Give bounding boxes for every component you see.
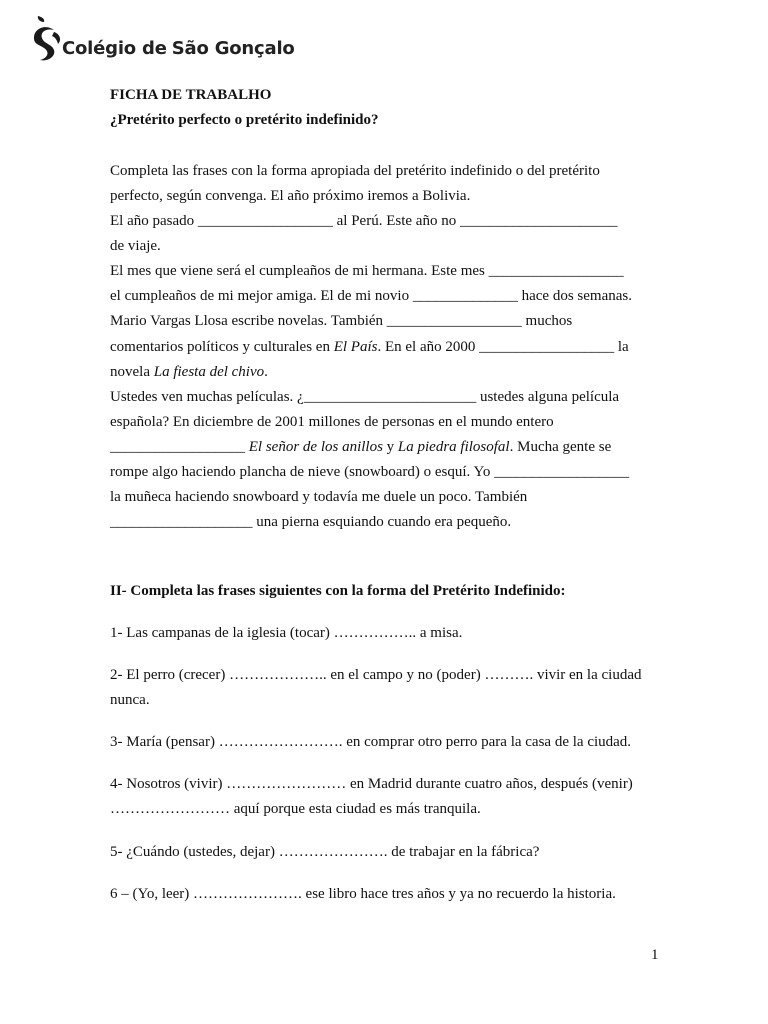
school-name-part2: São Gonçalo xyxy=(171,38,295,59)
exercise1-line: El mes que viene será el cumpleaños de mi hermana. Este mes __________________ xyxy=(110,263,624,279)
exercise2-item: 5- ¿Cuándo (ustedes, dejar) …………………. de trabajar en la fábrica? xyxy=(110,844,540,860)
exercise1-line: la muñeca haciendo snowboard y todavía me duele un poco. También xyxy=(110,489,528,505)
line-text: . Mucha gente se xyxy=(509,439,612,455)
college-logo-icon xyxy=(30,16,64,64)
section2-heading: II- Completa las frases siguientes con la forma del Pretérito Indefinido: xyxy=(110,583,566,599)
exercise2-item: 6 – (Yo, leer) …………………. ese libro hace tres años y ya no recuerdo la historia. xyxy=(110,886,616,902)
exercise1-line: el cumpleaños de mi mejor amiga. El de mi novio ______________ hace dos semanas. xyxy=(110,288,632,304)
worksheet-subtitle: ¿Pretérito perfecto o pretérito indefinido? xyxy=(110,112,379,128)
school-header xyxy=(22,14,295,72)
exercise1-line: El año pasado __________________ al Perú. Este año no _____________________ xyxy=(110,213,618,229)
exercise1-line: rompe algo haciendo plancha de nieve (snowboard) o esquí. Yo __________________ xyxy=(110,464,630,480)
exercise1-line xyxy=(110,338,629,356)
line-text: novela xyxy=(110,364,154,380)
exercise1-line xyxy=(110,363,268,381)
page-number: 1 xyxy=(651,947,659,963)
exercise1-line xyxy=(110,438,611,456)
worksheet-title: FICHA DE TRABALHO xyxy=(110,87,272,103)
exercise1-line: española? En diciembre de 2001 millones de personas en el mundo entero xyxy=(110,414,554,430)
school-name xyxy=(62,38,295,59)
exercise1-line: perfecto, según convenga. El año próximo iremos a Bolivia. xyxy=(110,188,471,204)
line-text: . En el año 2000 __________________ la xyxy=(377,339,629,355)
exercise2-item: 2- El perro (crecer) ……………….. en el campo y no (poder) ………. vivir en la ciudad xyxy=(110,667,642,683)
exercise1-line: Mario Vargas Llosa escribe novelas. También __________________ muchos xyxy=(110,313,573,329)
exercise1-line: Ustedes ven muchas películas. ¿_______________________ ustedes alguna película xyxy=(110,389,620,405)
line-text: . xyxy=(264,364,268,380)
exercise1-line: Completa las frases con la forma apropiada del pretérito indefinido o del pretérito xyxy=(110,163,600,179)
newspaper-title: El País xyxy=(333,339,378,355)
exercise2-item: 3- María (pensar) ……………………. en comprar otro perro para la casa de la ciudad. xyxy=(110,734,632,750)
line-text: comentarios políticos y culturales en xyxy=(110,339,334,355)
movie-title: La piedra filosofal xyxy=(397,439,510,455)
exercise2-item-continued: …………………… aquí porque esta ciudad es más tranquila. xyxy=(110,801,481,817)
exercise2-item-continued: nunca. xyxy=(110,692,150,708)
exercise1-line: ___________________ una pierna esquiando cuando era pequeño. xyxy=(110,514,512,530)
movie-title: El señor de los anillos xyxy=(248,439,383,455)
school-name-part1: Colégio de xyxy=(62,38,167,59)
exercise2-item: 4- Nosotros (vivir) …………………… en Madrid durante cuatro años, después (venir) xyxy=(110,776,633,792)
exercise1-line: de viaje. xyxy=(110,238,161,254)
exercise2-item: 1- Las campanas de la iglesia (tocar) …………….. a misa. xyxy=(110,625,463,641)
line-text: y xyxy=(382,439,398,455)
novel-title: La fiesta del chivo xyxy=(153,364,265,380)
line-text: __________________ xyxy=(110,439,249,455)
